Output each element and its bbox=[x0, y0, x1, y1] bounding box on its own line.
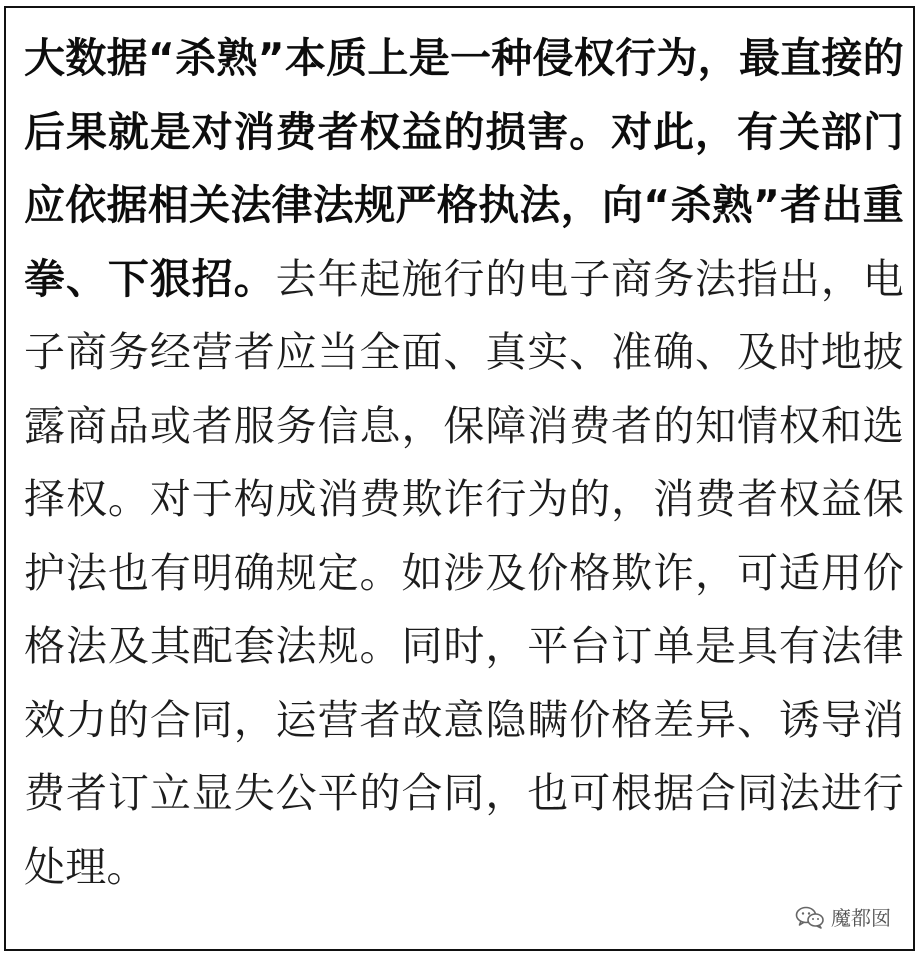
wechat-icon bbox=[795, 905, 825, 929]
text-frame bbox=[4, 6, 915, 951]
watermark-label: 魔都囡 bbox=[831, 906, 891, 930]
article-paragraph bbox=[24, 22, 904, 904]
bold-statement: 大数据“杀熟”本质上是一种侵权行为，最直接的后果就是对消费者权益的损害。对此，有关部门应依据相关法律法规严格执法，向“杀熟”者出重拳、下狠招。 bbox=[24, 34, 904, 303]
watermark bbox=[795, 902, 891, 931]
body-text: 去年起施行的电子商务法指出，电子商务经营者应当全面、真实、准确、及时地披露商品或者服务信息，保障消费者的知情权和选择权。对于构成消费欺诈行为的，消费者权益保护法也有明确规定。如涉及价格欺诈，可适用价格法及其配套法规。同时，平台订单是具有法律效力的合同，运营者故意隐瞒价格差异、诱导消费者订立显失公平的合同，也可根据合同法进行处理。 bbox=[24, 254, 904, 891]
